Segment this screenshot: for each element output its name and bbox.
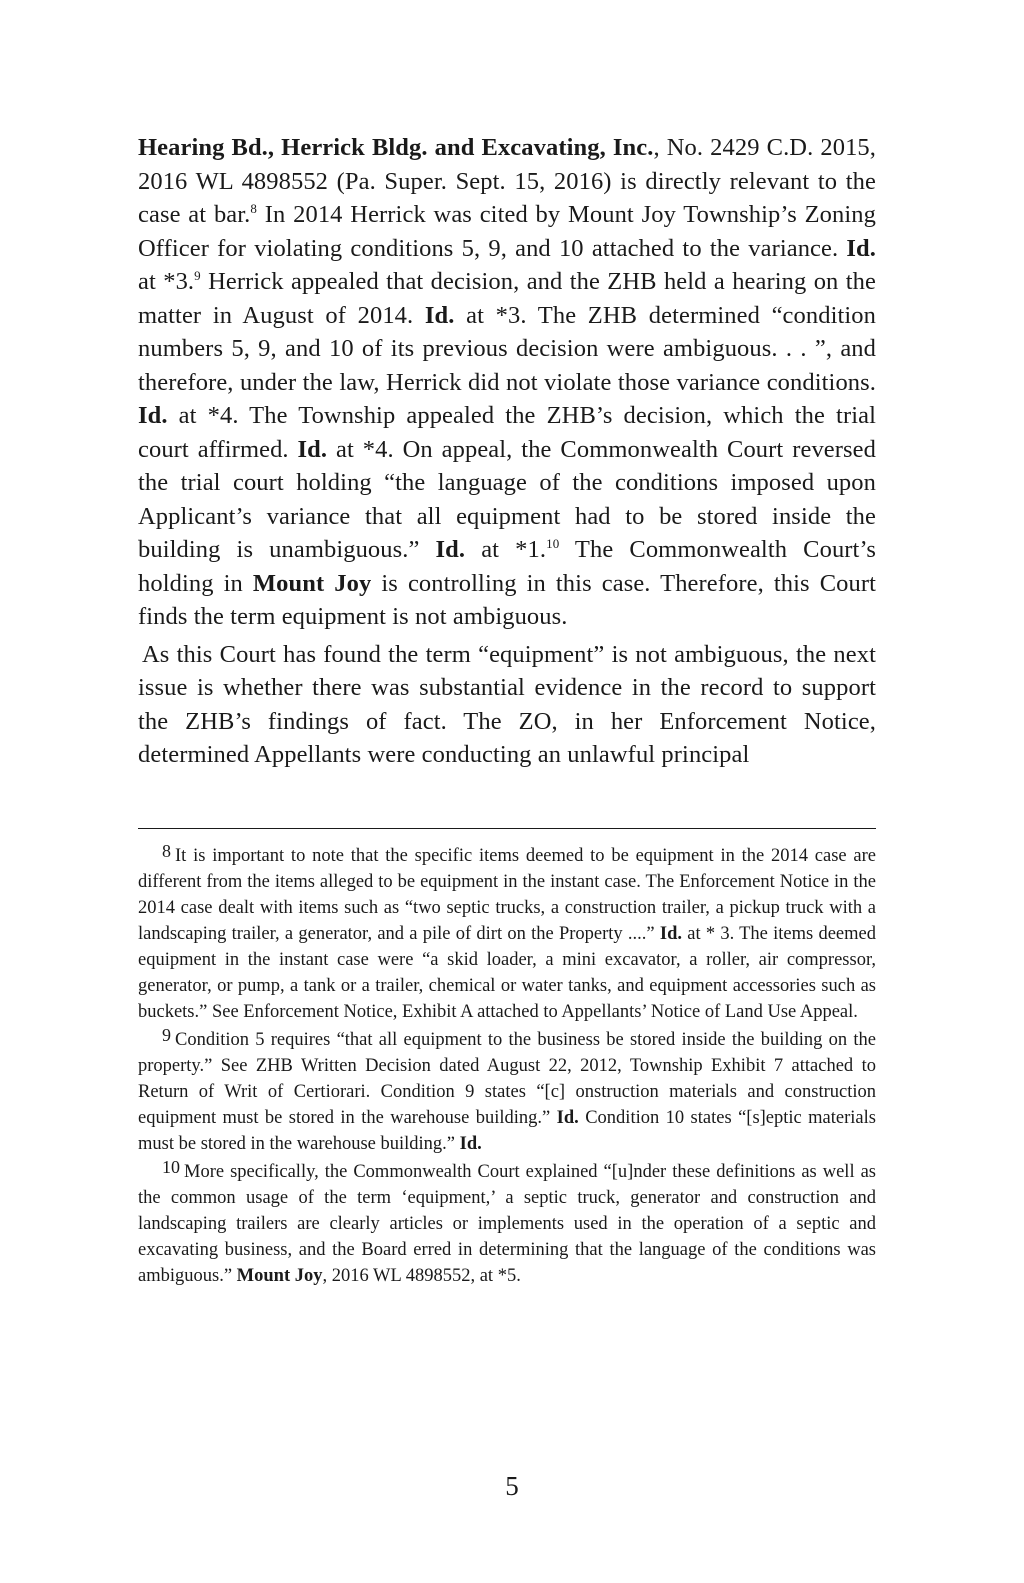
case-citation: Hearing Bd., Herrick Bldg. and Excavating, Inc.: [138, 134, 654, 161]
footnote-ref-8[interactable]: 8: [250, 201, 258, 216]
case-name-mount-joy: Mount Joy: [252, 569, 372, 597]
page-number: 5: [505, 1471, 519, 1501]
footnotes: [138, 843, 876, 1291]
footnote-10: 10 More specifically, the Commonwealth Court explained “[u]nder these definitions as well as the common usage of the term ‘equipment,’ a septic truck, generator and construction and landscaping trailers are clearly articles or implements used in the operation of a septic and excavating business, and the Board erred in determining that the language of the conditions was ambiguous.” Mount Joy, 2016 WL 4898552, at *5.: [138, 1157, 876, 1286]
footnote-9: 9 Condition 5 requires “that all equipment to the business be stored inside the building on the property.” See ZHB Written Decision dated August 22, 2012, Township Exhibit 7 attached to Return of Writ of Certiorari. Condition 9 states “[c] onstruction materials and construction equipment must be stored in the warehouse building.” Id. Condition 10 states “[s]eptic materials must be stored in the warehouse building.” Id.: [138, 1025, 876, 1154]
main-text: [138, 131, 876, 772]
footnote-ref-9[interactable]: 9: [194, 268, 201, 283]
paragraph-2: As this Court has found the term “equipment” is not ambiguous, the next issue is whether there was substantial evidence in the record to support the ZHB’s findings of fact. The ZO, in her Enforcement Notice, determined Appellants were conducting an unlawful principal: [138, 640, 876, 768]
footnote-ref-10[interactable]: 10: [546, 536, 560, 551]
footnote-divider: [138, 828, 876, 829]
footnote-8: 8 It is important to note that the specific items deemed to be equipment in the 2014 case are different from the items alleged to be equipment in the instant case. The Enforcement Notice in the 2014 case dealt with items such as “two septic trucks, a construction trailer, a pickup truck with a landscaping trailer, a generator, and a pile of dirt on the Property ....” Id. at * 3. The items deemed equipment in the instant case were “a skid loader, a mini excavator, a roller, air compressor, generator, or pump, a tank or a trailer, chemical or water tanks, and equipment accessories such as buckets.” See Enforcement Notice, Exhibit A attached to Appellants’ Notice of Land Use Appeal.: [138, 841, 876, 1022]
paragraph-1: Hearing Bd., Herrick Bldg. and Excavating, Inc., No. 2429 C.D. 2015, 2016 WL 4898552 (Pa. Super. Sept. 15, 2016) is directly relevant to the case at bar.$^8$ In 2014 Herrick was cited by Mount Joy Township’s Zoning Officer for violating conditions 5, 9, and 10 attached to the variance. Id. at *3.$^9$ Herrick appealed that decision, and the ZHB held a hearing on the matter in August of 2014. Id. at *3. The ZHB determined “condition numbers 5, 9, and 10 of its previous decision were ambiguous. . . ”, and therefore, under the law, Herrick did not violate those variance conditions. Id. at *4. The Township appealed the ZHB’s decision, which the trial court affirmed. Id. at *4. On appeal, the Commonwealth Court reversed the trial court holding “the language of the conditions imposed upon Applicant’s variance that all equipment had to be stored inside the building is unambiguous.” Id. at *1.10 The Commonwealth Court’s holding in Mount Joy is controlling in this case. Therefore, this Court finds the term equipment is not ambiguous.: [138, 134, 877, 630]
